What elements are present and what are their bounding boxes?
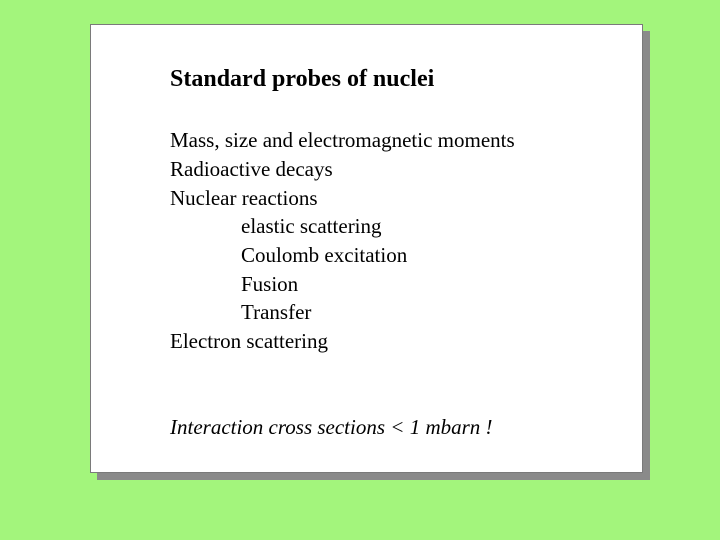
cross-section-note: Interaction cross sections < 1 mbarn ! bbox=[170, 415, 493, 439]
sub-item-transfer: Transfer bbox=[241, 300, 312, 324]
list-item-electron-scattering: Electron scattering bbox=[170, 329, 329, 353]
list-item-nuclear-reactions: Nuclear reactions bbox=[170, 186, 318, 210]
sub-item-elastic-scattering: elastic scattering bbox=[241, 214, 382, 238]
list-item-radioactive-decays: Radioactive decays bbox=[170, 157, 333, 181]
list-item-mass-size-moments: Mass, size and electromagnetic moments bbox=[170, 128, 515, 152]
sub-item-coulomb-excitation: Coulomb excitation bbox=[241, 243, 408, 267]
slide-title: Standard probes of nuclei bbox=[170, 66, 435, 92]
sub-item-fusion: Fusion bbox=[241, 272, 299, 296]
